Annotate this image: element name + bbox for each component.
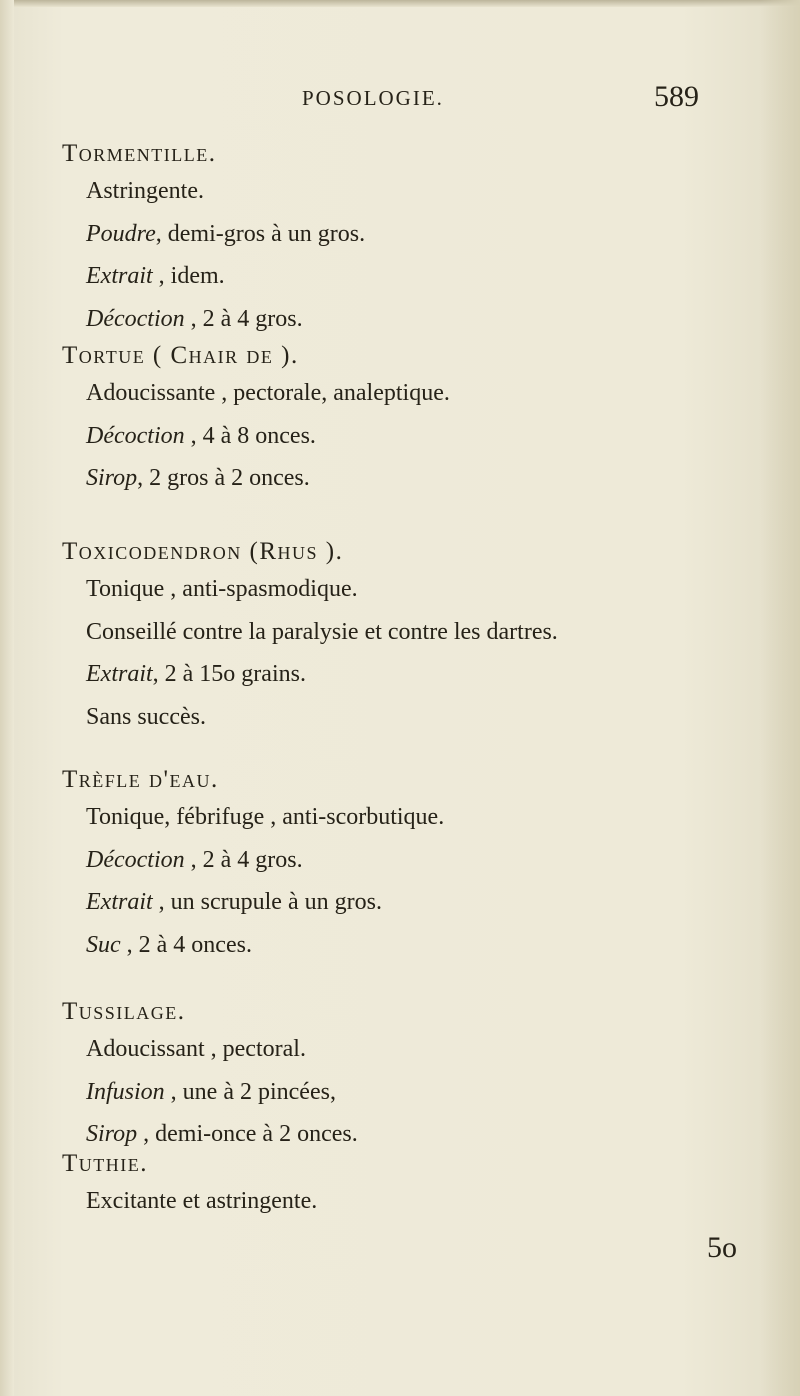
preparation-label: Extrait (86, 889, 153, 915)
entry-heading: Tortue ( Chair de ). (62, 342, 299, 369)
preparation-label: Décoction (86, 422, 185, 449)
line-text: , 2 gros à 2 onces. (137, 465, 310, 491)
line-text: Tonique , anti-spasmodique. (86, 576, 358, 602)
entry-heading: Trèfle d'eau. (62, 766, 219, 793)
entry-line (62, 881, 782, 924)
entry-toxicodendron (62, 536, 782, 738)
entry-line (62, 170, 782, 213)
entry-line (62, 696, 782, 739)
preparation-label: Suc (86, 931, 121, 958)
entry-line (62, 796, 782, 839)
entry-line (62, 457, 782, 500)
preparation-label: Décoction (86, 305, 185, 332)
entry-heading: Tormentille. (62, 140, 217, 167)
line-text: , 2 à 15o grains. (152, 661, 306, 687)
entry-line (62, 1180, 782, 1223)
page-left-edge (0, 0, 14, 1396)
preparation-label: Poudre (86, 220, 156, 247)
line-text: Tonique, fébrifuge , anti-scorbutique. (86, 804, 445, 830)
entry-line (62, 372, 782, 415)
printer-signature: 5o (707, 1231, 737, 1264)
entry-line (62, 653, 782, 696)
entry-line (62, 415, 782, 458)
entry-tortue (62, 340, 782, 500)
line-text: , un scrupule à un gros. (152, 889, 382, 915)
entry-line (62, 213, 782, 256)
line-text: , une à 2 pincées, (164, 1078, 336, 1105)
line-text: , 4 à 8 onces. (184, 422, 316, 449)
line-text: , demi-gros à un gros. (155, 220, 366, 247)
preparation-label: Sirop (86, 1121, 138, 1147)
entry-line (62, 1071, 782, 1114)
line-text: Excitante et astringente. (86, 1188, 318, 1214)
entry-tormentille (62, 138, 782, 340)
line-text: , demi-once à 2 onces. (137, 1121, 358, 1147)
entry-heading: Tuthie. (62, 1150, 149, 1177)
line-text: Adoucissante , pectorale, analeptique. (86, 380, 450, 406)
entry-heading: Tussilage. (62, 998, 186, 1025)
entry-trefle-d-eau (62, 764, 782, 966)
line-text: , 2 à 4 gros. (184, 305, 303, 332)
page-number: 589 (654, 80, 699, 113)
preparation-label: Extrait (86, 263, 153, 289)
entry-line (62, 839, 782, 882)
preparation-label: Extrait (86, 661, 153, 687)
page-header (0, 80, 800, 124)
line-text: Astringente. (86, 178, 204, 204)
entry-heading: Toxicodendron (Rhus ). (62, 538, 344, 565)
running-head: POSOLOGIE. (302, 86, 444, 110)
entry-line (62, 568, 782, 611)
entry-line (62, 924, 782, 967)
line-text: , idem. (152, 263, 225, 289)
preparation-label: Infusion (86, 1078, 165, 1105)
entry-tussilage (62, 996, 782, 1156)
line-text: Adoucissant , pectoral. (86, 1036, 306, 1062)
line-text: , 2 à 4 gros. (184, 846, 303, 873)
entry-tuthie (62, 1148, 782, 1223)
line-text: Conseillé contre la paralysie et contre les dartres. (86, 618, 558, 645)
entry-line (62, 298, 782, 341)
preparation-label: Décoction (86, 846, 185, 873)
preparation-label: Sirop (86, 465, 138, 491)
line-text: Sans succès. (86, 703, 206, 730)
line-text: , 2 à 4 onces. (120, 931, 252, 958)
page-top-edge (0, 0, 800, 7)
entry-line (62, 1028, 782, 1071)
entry-line (62, 255, 782, 298)
entry-line (62, 611, 782, 654)
